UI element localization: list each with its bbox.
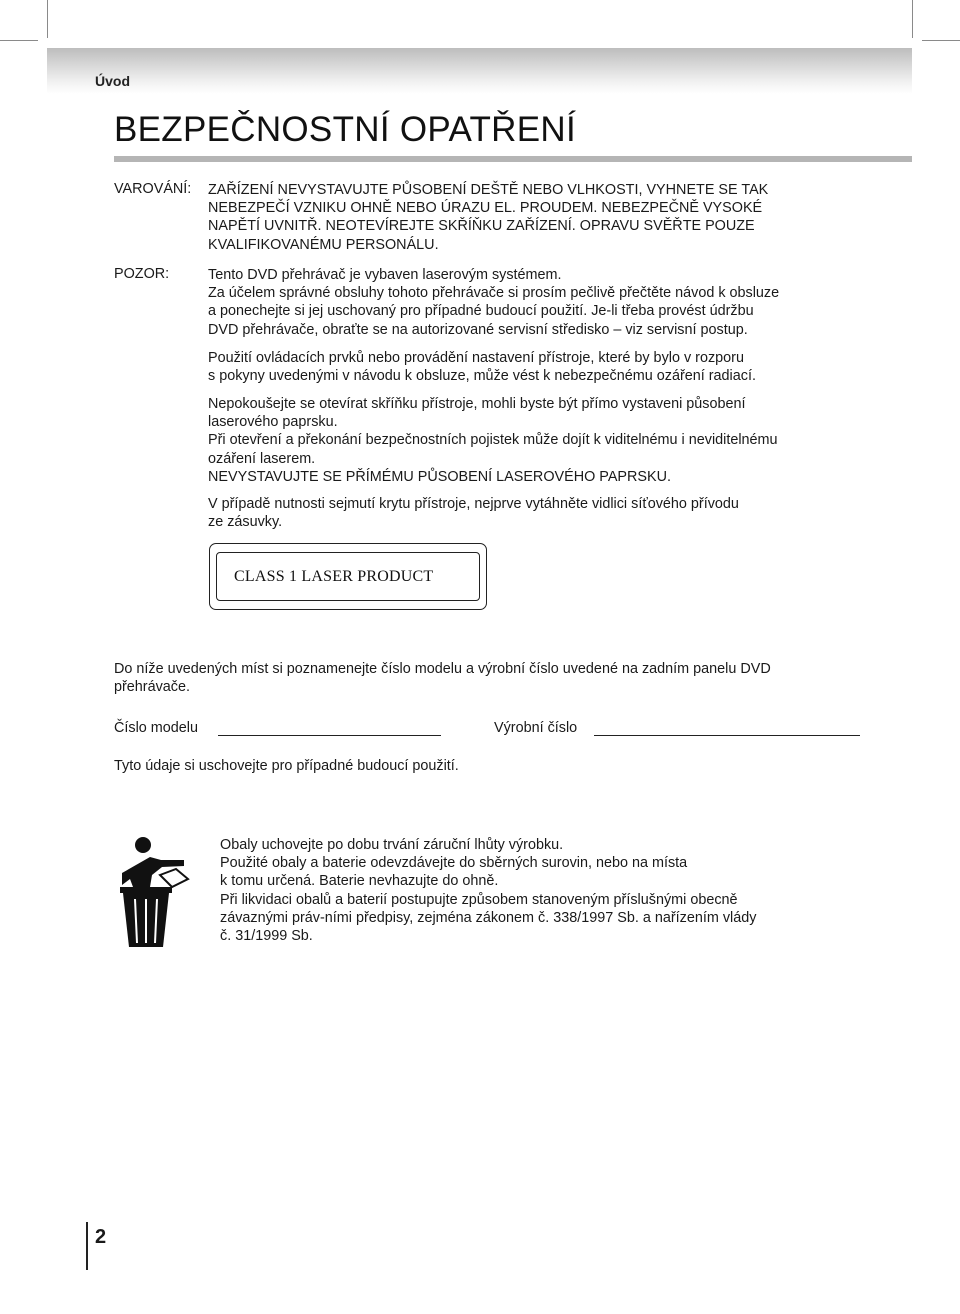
caution-line: DVD přehrávače, obraťte se na autorizované servisní středisko – viz servisní postup.	[208, 321, 748, 338]
caution-line: Tento DVD přehrávač je vybaven laserovým systémem.	[208, 267, 562, 283]
caution-line: ozáření laserem.	[208, 450, 316, 467]
crop-mark	[922, 40, 960, 41]
record-intro-line: Do níže uvedených míst si poznamenejte číslo modelu a výrobní číslo uvedené na zadním panelu DVD	[114, 661, 771, 677]
header-band	[47, 48, 912, 94]
disposal-line: Obaly uchovejte po dobu trvání záruční lhůty výrobku.	[220, 837, 564, 853]
model-number-field[interactable]	[218, 735, 441, 736]
caution-line: laserového paprsku.	[208, 414, 338, 431]
serial-number-label: Výrobní číslo	[494, 720, 578, 736]
page-number: 2	[95, 1226, 107, 1248]
model-number-label: Číslo modelu	[114, 720, 198, 736]
bin-rim	[120, 887, 172, 893]
warning-label: VAROVÁNÍ:	[114, 181, 192, 197]
caution-line: V případě nutnosti sejmutí krytu přístroje, nejprve vytáhněte vidlici síťového přívodu	[208, 496, 739, 512]
caution-label: POZOR:	[114, 266, 170, 282]
record-intro	[114, 660, 874, 696]
caution-line: ze zásuvky.	[208, 514, 283, 531]
title-rule	[114, 156, 912, 162]
caution-line: NEVYSTAVUJTE SE PŘÍMÉMU PŮSOBENÍ LASEROVÉHO PAPRSKU.	[208, 468, 671, 485]
waste-bin-icon	[108, 835, 190, 950]
caution-line: s pokyny uvedenými v návodu k obsluze, může vést k nebezpečnému ozáření radiací.	[208, 368, 756, 385]
disposal-line: závaznými práv-ními předpisy, zejména zákonem č. 338/1997 Sb. a nařízením vlády	[220, 909, 757, 926]
warning-line: ZAŘÍZENÍ NEVYSTAVUJTE PŮSOBENÍ DEŠTĚ NEBO VLHKOSTI, VYHNETE SE TAK	[208, 182, 769, 198]
caution-paragraph-4	[208, 495, 868, 531]
page-number-bar	[86, 1222, 88, 1270]
warning-text	[208, 181, 865, 254]
caution-paragraph-2	[208, 349, 868, 385]
warning-line: NEBEZPEČÍ VZNIKU OHNĚ NEBO ÚRAZU EL. PROUDEM. NEBEZPEČNĚ VYSOKÉ	[208, 200, 763, 217]
keep-note: Tyto údaje si uschovejte pro případné budoucí použití.	[114, 758, 459, 774]
record-intro-line: přehrávače.	[114, 679, 190, 696]
disposal-line: k tomu určená. Baterie nevhazujte do ohně.	[220, 873, 499, 890]
caution-line: Nepokoušejte se otevírat skříňku přístroje, mohli byste být přímo vystaveni působení	[208, 396, 746, 412]
page-title: BEZPEČNOSTNÍ OPATŘENÍ	[114, 110, 577, 149]
caution-line: a ponechejte si jej uschovaný pro případné budoucí použití. Je-li třeba provést údržbu	[208, 303, 754, 320]
caution-paragraph-1	[208, 266, 868, 339]
falling-paper	[160, 869, 188, 887]
disposal-text	[220, 836, 860, 945]
disposal-line: č. 31/1999 Sb.	[220, 928, 313, 945]
crop-mark	[0, 40, 38, 41]
caution-paragraph-3	[208, 395, 868, 486]
crop-mark	[47, 0, 48, 38]
caution-line: Za účelem správné obsluhy tohoto přehrávače si prosím pečlivě přečtěte návod k obsluze	[208, 285, 780, 302]
section-label: Úvod	[95, 73, 130, 89]
crop-mark	[912, 0, 913, 38]
disposal-line: Při likvidaci obalů a baterií postupujte způsobem stanoveným příslušnými obecně	[220, 891, 738, 908]
figure-head	[135, 837, 151, 853]
warning-line: KVALIFIKOVANÉMU PERSONÁLU.	[208, 236, 439, 253]
disposal-line: Použité obaly a baterie odevzdávejte do sběrných surovin, nebo na místa	[220, 855, 688, 872]
serial-number-field[interactable]	[594, 735, 860, 736]
laser-class-label	[209, 543, 487, 610]
laser-label-text: CLASS 1 LASER PRODUCT	[234, 568, 434, 585]
caution-line: Při otevření a překonání bezpečnostních pojistek může dojít k viditelnému i neviditelnému	[208, 432, 778, 449]
warning-line: NAPĚTÍ UVNITŘ. NEOTEVÍREJTE SKŘÍŇKU ZAŘÍZENÍ. OPRAVU SVĚŘTE POUZE	[208, 218, 755, 235]
caution-line: Použití ovládacích prvků nebo provádění nastavení přístroje, které by bylo v rozporu	[208, 350, 744, 366]
